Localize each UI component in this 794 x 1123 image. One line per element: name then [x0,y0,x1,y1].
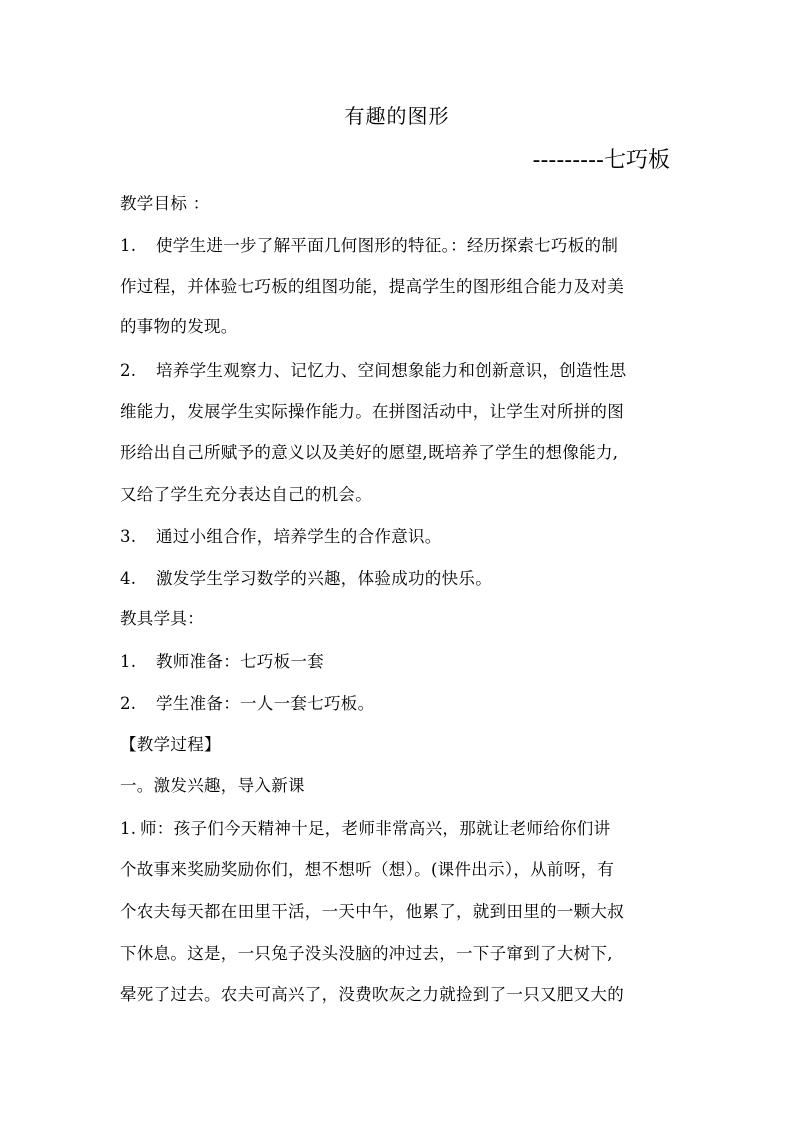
tools-heading: 教具学具： [120,609,204,628]
part-1-heading: 一。激发兴趣，导入新课 [120,776,305,795]
goal-3-line-1 [120,523,680,547]
document-title: 有趣的图形 [344,104,450,128]
paragraph-1-line-1 [120,815,680,839]
goal-3-text: 通过小组合作，培养学生的合作意识。 [156,527,442,546]
goal-2-line-3: 形给出自己所赋予的意义以及美好的愿望,既培养了学生的想像能力, [120,443,619,462]
tool-1-line [120,648,680,672]
tool-1-number: 1. [120,652,137,671]
tool-2-line [120,690,680,714]
paragraph-1-line-4: 下休息。这是，一只兔子没头没脑的冲过去，一下子窜到了大树下, [120,944,613,963]
goal-1-text: 使学生进一步了解平面几何图形的特征。：经历探索七巧板的制 [156,236,619,255]
goal-2-text: 培养学生观察力、记忆力、空间想象能力和创新意识，创造性思 [156,361,627,380]
paragraph-1-line-5: 晕死了过去。农夫可高兴了，没费吹灰之力就捡到了一只又肥又大的 [120,985,624,1004]
goals-heading: 教学目标 ： [120,194,210,213]
goal-1-line-1 [120,232,680,256]
goal-4-line-1 [120,565,680,589]
goal-3-number: 3. [120,527,137,546]
tool-2-text: 学生准备：一人一套七巧板。 [156,694,375,713]
goal-2-line-1 [120,357,680,381]
paragraph-1-line-2: 个故事来奖励奖励你们，想不想听（想）。(课件出示），从前呀，有 [120,860,615,879]
paragraph-1-number: 1. [120,819,137,838]
goal-2-line-4: 又给了学生充分表达自己的机会。 [120,485,372,504]
document-subtitle: ---------七巧板 [532,148,670,173]
goal-2-line-2: 维能力，发展学生实际操作能力。在拼图活动中，让学生对所拼的图 [120,402,624,421]
goal-4-number: 4. [120,569,137,588]
goal-1-number: 1. [120,236,137,255]
paragraph-1-text: 师：孩子们今天精神十足，老师非常高兴，那就让老师给你们讲 [140,819,611,838]
goal-1-line-3: 的事物的发现。 [120,317,238,336]
process-heading: 【教学过程】 [120,735,221,754]
goal-2-number: 2. [120,361,137,380]
paragraph-1-line-3: 个农夫每天都在田里干活，一天中午，他累了，就到田里的一颗大叔 [120,902,624,921]
goal-4-text: 激发学生学习数学的兴趣，体验成功的快乐。 [156,569,492,588]
tool-2-number: 2. [120,694,137,713]
tool-1-text: 教师准备：七巧板一套 [156,652,324,671]
goal-1-line-2: 作过程，并体验七巧板的组图功能，提高学生的图形组合能力及对美 [120,277,624,296]
